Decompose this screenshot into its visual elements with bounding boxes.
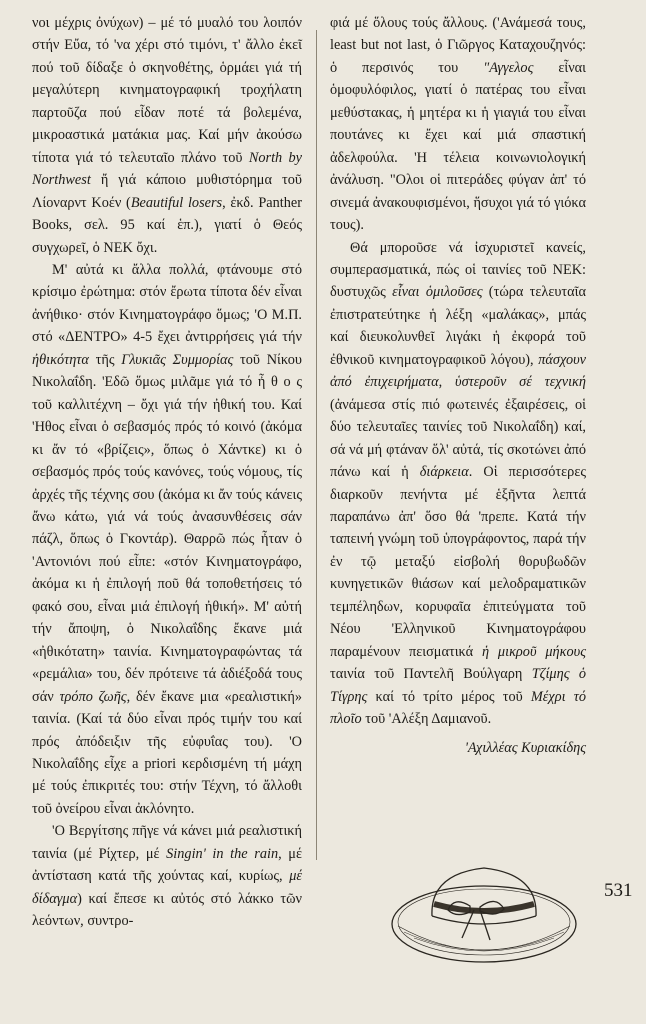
left-column: [32, 12, 302, 933]
paragraph: 'Ο Βεργίτσης πῆγε νά κάνει μιά ρεαλιστική ταινία (μέ Ρίχτερ, μέ Singin' in the rain, μέ ἀντίσταση κατά τῆς χούντας καί, κυρίως, μέ δίδαγμα) καί ἔπεσε κι αὐτός στό λάκκο τῶν λεόντων, συντρο-: [32, 823, 302, 930]
paragraph: νοι μέχρις ὀνύχων) – μέ τό μυαλό του λοιπόν στήν Εὔα, τό 'να χέρι στό τιμόνι, τ' ἄλλο ἐκεῖ πού τοῦ δίδαξε ὁ σκηνοθέτης, ὁρμάει γιά τή μεγαλύτερη κινηματογραφική τροχήλατη παρτοῦζα πού εἶδαν ποτέ τά βολεμένα, μικροαστικά ματάκια μας. Καί μήν ἀκούσω τίποτα γιά τό τελευταῖο πλάνο τοῦ North by Northwest ἤ γιά κάποιο μυθιστόρημα τοῦ Λίοναρντ Κοέν (Beautiful losers, ἐκδ. Panther Books, σελ. 95 καί ἑπ.), γιατί ὁ Θεός συγχωρεῖ, ὁ NEK ὄχι.: [32, 15, 302, 256]
page-number: 531: [604, 880, 633, 901]
paragraph: φιά μέ ὅλους τούς ἄλλους. ('Ανάμεσά τους, least but not last, ὁ Γιῶργος Καταχουζηνός: ὁ περσινός του "Αγγελος εἶναι ὁμοφυλόφιλος, γιατί ὁ πατέρας του εἶναι μεθύστακας, ἡ μητέρα κι ἡ γιαγιά του εἶναι πουτάνες κι ἔχει καί μιά σπαστική ἀδελφούλα. 'Η τέλεια κοινωνιολογική ἀνάλυση. "Ολοι οἱ πιτεράδες φύγαν ἀπ' τό σινεμά ἀνακουφισμένοι, ἥσυχοι γιά τό γιόκα τους).: [330, 15, 586, 234]
author-signature: 'Αχιλλέας Κυριακίδης: [464, 740, 586, 756]
column-divider: [316, 30, 317, 860]
paragraph: Θά μποροῦσε νά ἰσχυριστεῖ κανείς, συμπερασματικά, πώς οἱ ταινίες τοῦ NEK: δυστυχῶς εἶναι ὁμιλοῦσες (τώρα τελευταῖα ἐπιστρατεύτηκε ἡ λέξη «μαλάκας», μπάς καί διευκολυνθεῖ λιγάκι ἡ ἐκφορά τοῦ ἐθνικοῦ κινηματογραφικοῦ λόγου), πάσχουν ἀπό ἐπιχειρήματα, ὑστεροῦν σέ τεχνική (ἀνάμεσα στίς πιό φωτεινές ἐξαιρέσεις, οἱ δύο τελευταῖες ταινίες τοῦ Νικολαΐδη) καί, σά νά μή φτάναν ὅλ' αὐτά, τίς σκοτώνει ἀπό πάνω καί ἡ διάρκεια. Οἱ περισσότερες διαρκοῦν πενήντα μέ ἑξῆντα λεπτά παραπάνω ἀπ' ὅσο θά 'πρεπε. Κατά τήν ταπεινή γνώμη τοῦ ὑπογράφοντος, παρά τήν ἐν τῷ μεταξύ εἰσβολή θορυβωδῶν κυνηγετικῶν θιάσων καί μελοδραματικῶν τεμπέληδων, κορυφαῖα ἐπιτεύγματα τοῦ Νέου 'Ελληνικοῦ Κινηματογράφου παραμένουν πεισματικά ἡ μικροῦ μήκους ταινία τοῦ Παντελῆ Βούλγαρη Τζίμης ὁ Τίγρης καί τό τρίτο μέρος τοῦ Μέχρι τό πλοῖο τοῦ 'Αλέξη Δαμιανοῦ.: [330, 239, 586, 728]
right-column: [330, 12, 586, 731]
paragraph: Μ' αὐτά κι ἄλλα πολλά, φτάνουμε στό κρίσιμο ἐρώτημα: στόν ἔρωτα τίποτα δέν εἶναι ἀνήθικο· στόν Κινηματογράφο ὅμως; 'Ο Μ.Π. στό «ΔΕΝΤΡΟ» 4-5 ἔχει ἀντιρρήσεις γιά τήν ἠθικότητα τῆς Γλυκιᾶς Συμμορίας τοῦ Νίκου Νικολαΐδη. 'Εδῶ ὅμως μιλᾶμε γιά τό ἦ θ ο ς τοῦ καλλιτέχνη – ὄχι γιά τήν ἠθική του. Καί 'Ηθος εἶναι ὁ σεβασμός πρός τό κοινό (ἀκόμα κι ἄν τό «βρίζεις», ὅπως ὁ Χάντκε) κι ὁ σεβασμός πρός τούς κανόνες, τούς νόμους, τίς ἀρχές τῆς τέχνης σου (ἀκόμα κι ἄν τούς κάνεις ἄνω κάτω, γιά νά τούς ἀνασυνθέσεις σάν πάζλ, ὅπως ὁ Γκοντάρ). Θαρρῶ πώς ἦταν ὁ 'Αντονιόνι πού εἶπε: «στόν Κινηματογράφο, ἀκόμα κι ἡ ἐπιλογή ποῦ θά τοποθετήσεις τό φακό σου, εἶναι μιά ἐπιλογή ἠθική». Μ' αὐτή τήν ἄποψη, ὁ Νικολαΐδης ἔκανε μιά «ἠθικότατη» ταινία. Κινηματογραφώντας τά «ρεμάλια» του, δέν πρότεινε τά ἀδιέξοδά τους σάν τρόπο ζωῆς, δέν ἔκανε μια «ρεαλιστική» ταινία. (Καί τά δύο εἶναι πρός τιμήν του καί πρός ἀπόδειξιν τῆς εὐφυΐας του). 'Ο Νικολαΐδης εἶχε a priori κερδισμένη τή μάχη μέ τούς ἐπικριτές του: στήν Τέχνη, τό ἄλλοθι τοῦ ὀνείρου εἶναι ἀκλόνητο.: [32, 261, 302, 817]
straw-hat-illustration: [384, 834, 584, 984]
